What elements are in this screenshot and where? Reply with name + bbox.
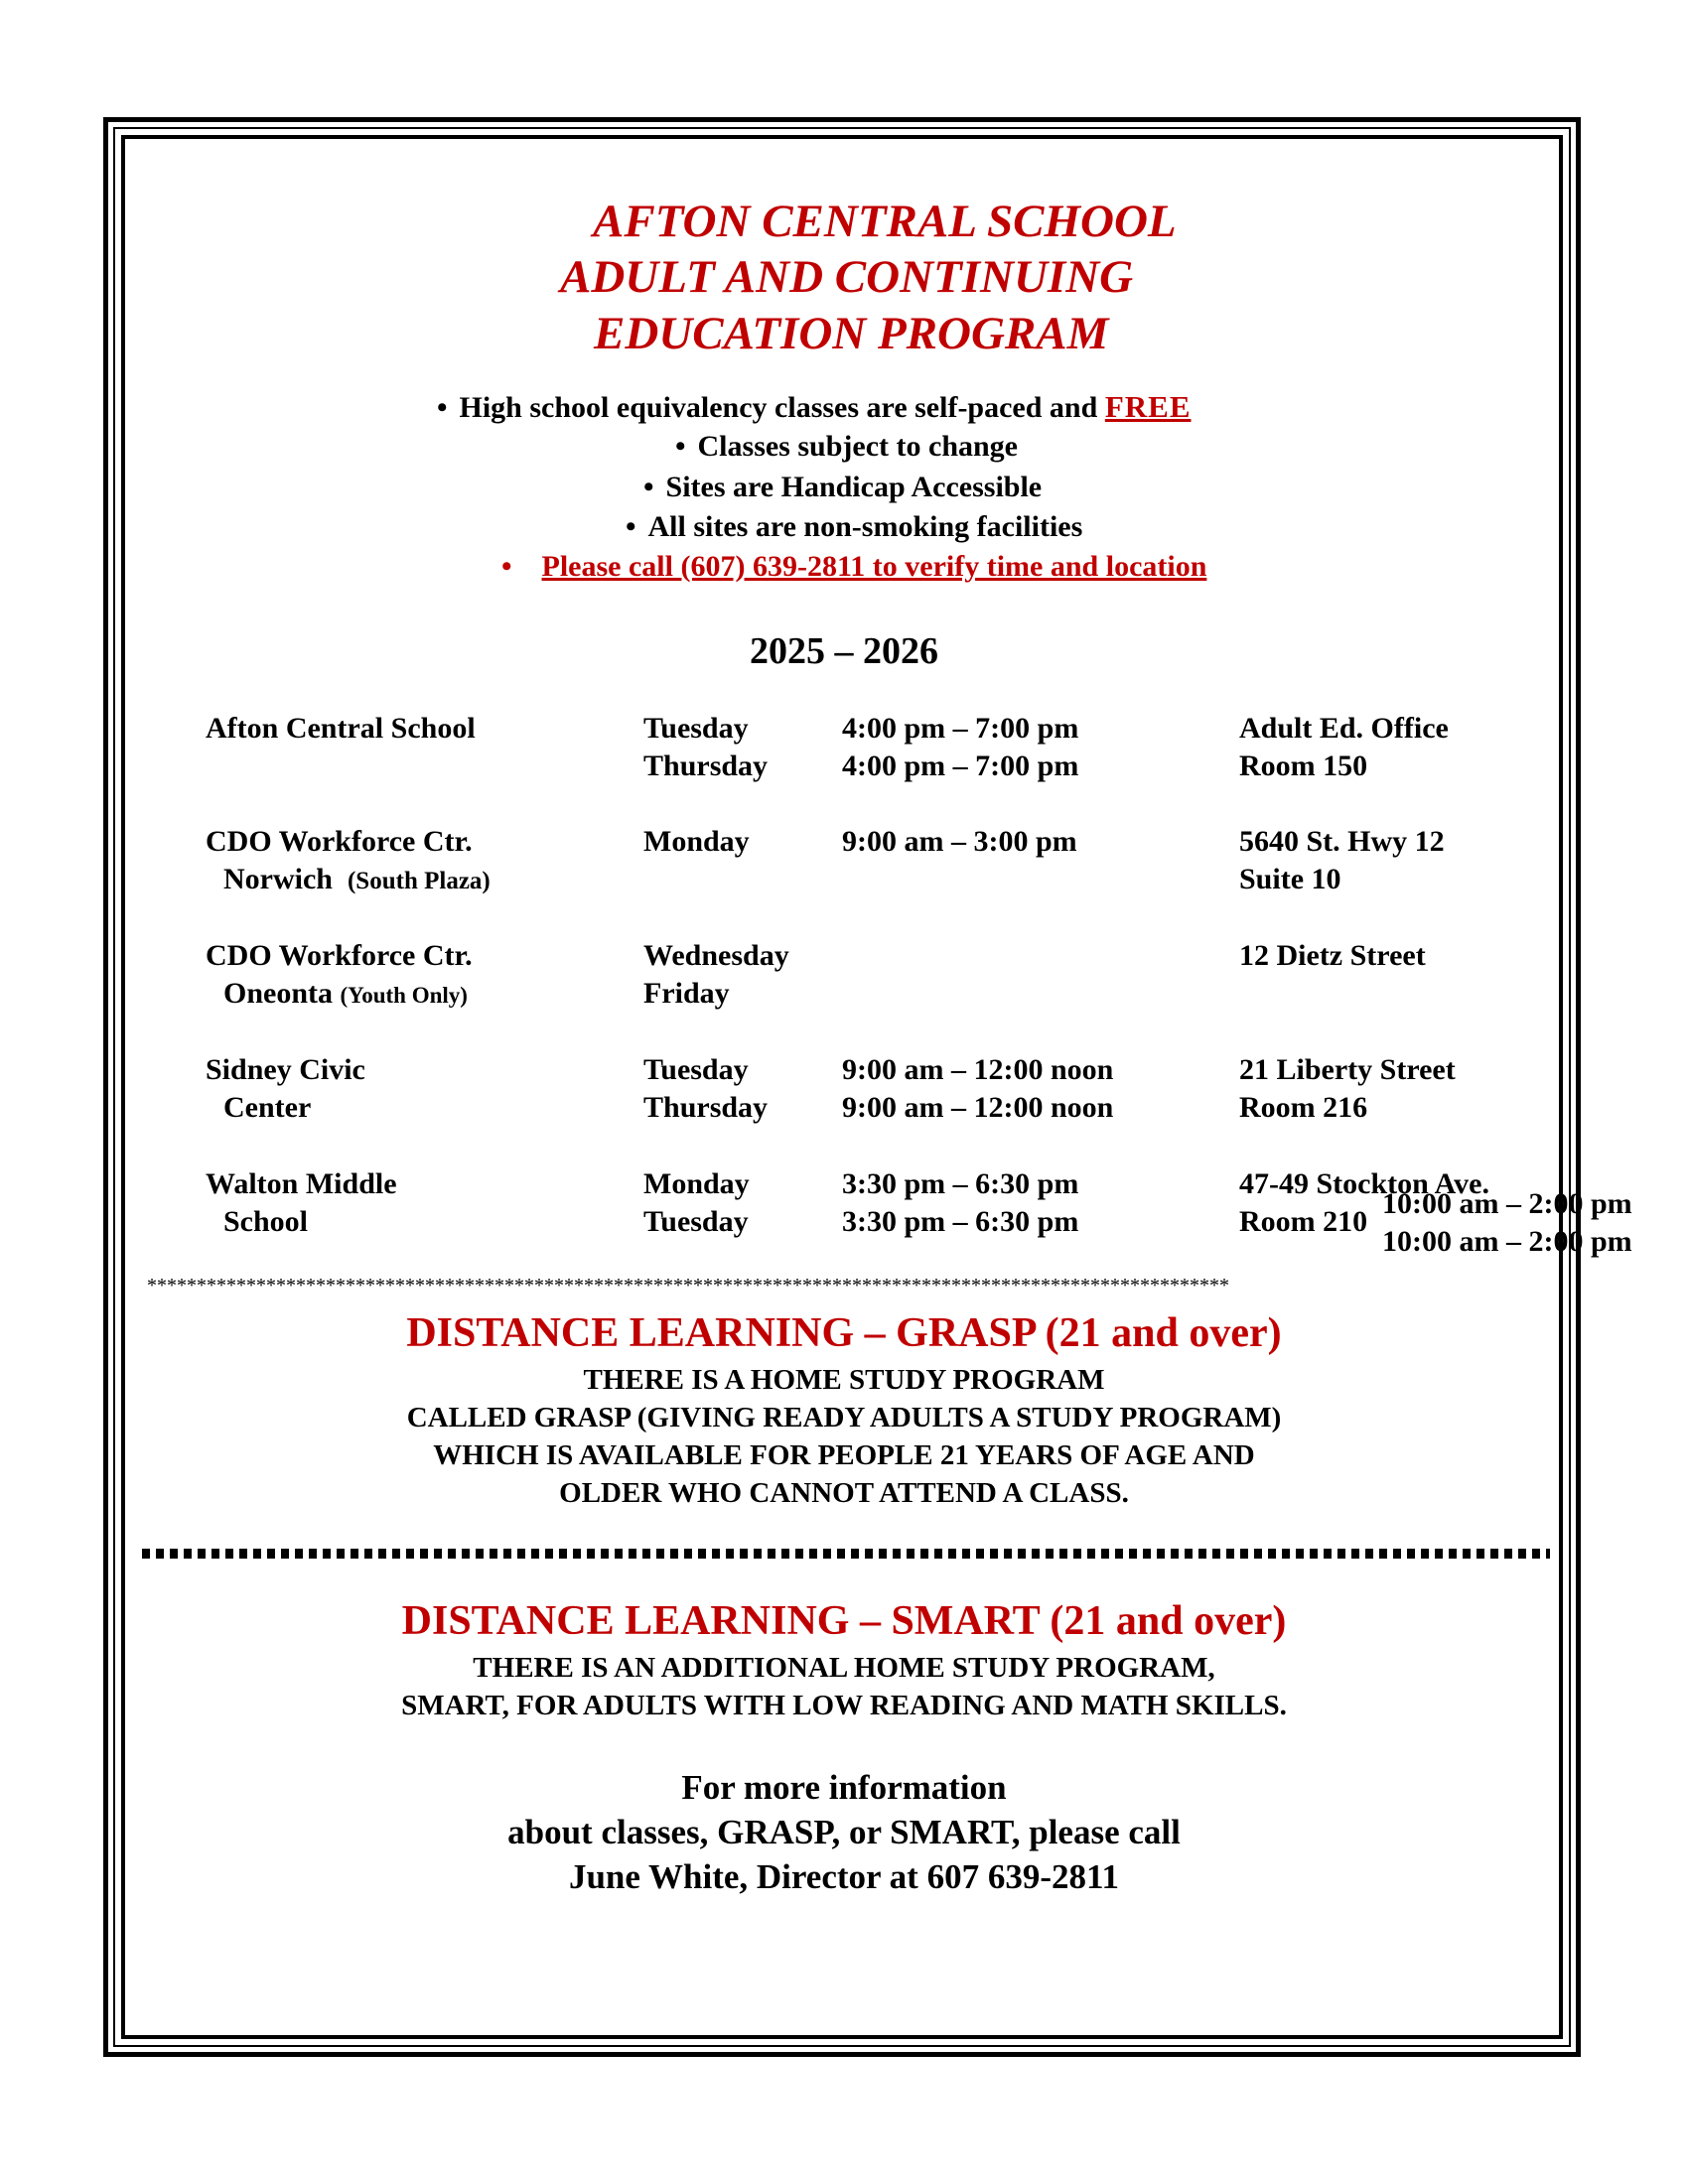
schedule-row: [0, 748, 1688, 787]
class-time: 4:00 pm – 7:00 pm: [842, 750, 1079, 782]
class-time: 3:30 pm – 6:30 pm: [842, 1205, 1079, 1238]
title-line-2: ADULT AND CONTINUING: [560, 251, 1134, 303]
site-location: Room 216: [1239, 1091, 1368, 1124]
site-name: [223, 975, 468, 1015]
class-day: Friday: [643, 977, 730, 1010]
class-time: 9:00 am – 3:00 pm: [842, 825, 1077, 858]
schedule-row: [0, 1165, 1688, 1205]
site-location: Adult Ed. Office: [1239, 712, 1449, 745]
grasp-line: WHICH IS AVAILABLE FOR PEOPLE 21 YEARS OF AGE AND: [433, 1439, 1255, 1471]
title-line-3: EDUCATION PROGRAM: [594, 308, 1109, 359]
site-name: Afton Central School: [206, 712, 476, 745]
bullet-item-non-smoking: [0, 507, 1688, 547]
site-name: Sidney Civic: [206, 1053, 365, 1086]
bullet-text: Sites are Handicap Accessible: [665, 471, 1043, 503]
smart-heading: DISTANCE LEARNING – SMART (21 and over): [401, 1598, 1287, 1644]
site-note: (Youth Only): [340, 983, 468, 1008]
schedule-row: [0, 710, 1688, 750]
school-year: 2025 – 2026: [750, 630, 938, 672]
class-day: Monday: [643, 825, 750, 858]
asterisk-divider: *************************************************************************************************************: [147, 1275, 1229, 1297]
bullet-icon: •: [675, 430, 686, 463]
class-time: 9:00 am – 12:00 noon: [842, 1091, 1114, 1124]
schedule-row: [0, 1051, 1688, 1091]
bullet-text: Classes subject to change: [697, 430, 1019, 463]
bullet-text: All sites are non-smoking facilities: [647, 510, 1083, 543]
site-city: Norwich: [223, 863, 333, 895]
site-name: Walton Middle: [206, 1167, 397, 1200]
class-day: Thursday: [643, 750, 769, 782]
bullet-item-free-classes: [0, 387, 1688, 428]
class-time: 10:00 am – 2:00 pm: [1382, 1187, 1632, 1220]
free-highlight: FREE: [1104, 389, 1192, 424]
bullet-item-subject-to-change: [0, 427, 1688, 467]
smart-description: [0, 1649, 1688, 1724]
site-location: 21 Liberty Street: [1239, 1053, 1456, 1086]
smart-line: THERE IS AN ADDITIONAL HOME STUDY PROGRAM,: [473, 1652, 1215, 1684]
bullet-item-accessible: [0, 468, 1688, 507]
schedule-row: [0, 1089, 1688, 1129]
bullet-icon: •: [437, 391, 448, 424]
site-location: 12 Dietz Street: [1239, 939, 1426, 972]
site-location: 47-49 Stockton Ave.: [1239, 1167, 1489, 1200]
bullet-icon: •: [643, 471, 654, 503]
grasp-line: THERE IS A HOME STUDY PROGRAM: [583, 1364, 1105, 1396]
call-to-verify-text: Please call (607) 639-2811 to verify time and location: [541, 550, 1207, 583]
site-name: School: [223, 1205, 309, 1238]
bullet-item-call-to-verify: [0, 547, 1688, 587]
contact-line: June White, Director at 607 639-2811: [568, 1857, 1120, 1896]
class-day: Tuesday: [643, 1205, 749, 1238]
site-name: Center: [223, 1091, 312, 1124]
class-day: Tuesday: [643, 712, 749, 745]
class-time: 9:00 am – 12:00 noon: [842, 1053, 1114, 1086]
schedule-row: [0, 861, 1688, 900]
grasp-line: OLDER WHO CANNOT ATTEND A CLASS.: [559, 1477, 1129, 1509]
site-note: (South Plaza): [347, 868, 491, 894]
site-location: Room 150: [1239, 750, 1368, 782]
dotted-divider: [142, 1549, 1550, 1559]
class-day: Thursday: [643, 1091, 769, 1124]
grasp-description: [0, 1361, 1688, 1512]
site-location: Room 210: [1239, 1205, 1368, 1238]
site-city: Oneonta: [223, 977, 334, 1010]
site-name: [223, 861, 491, 900]
site-location: 5640 St. Hwy 12: [1239, 825, 1445, 858]
bullet-icon: •: [501, 550, 512, 583]
site-name: CDO Workforce Ctr.: [206, 939, 473, 972]
grasp-line: CALLED GRASP (GIVING READY ADULTS A STUDY PROGRAM): [406, 1402, 1282, 1433]
class-time: 3:30 pm – 6:30 pm: [842, 1167, 1079, 1200]
schedule-row: [0, 1203, 1688, 1243]
title-line-1: AFTON CENTRAL SCHOOL: [593, 196, 1177, 247]
class-day: Wednesday: [643, 939, 789, 972]
grasp-heading: DISTANCE LEARNING – GRASP (21 and over): [406, 1310, 1282, 1356]
site-location: Suite 10: [1239, 863, 1341, 895]
contact-line: about classes, GRASP, or SMART, please call: [507, 1813, 1181, 1851]
site-name: CDO Workforce Ctr.: [206, 825, 473, 858]
class-time: 10:00 am – 2:00 pm: [1382, 1225, 1632, 1258]
class-time: 4:00 pm – 7:00 pm: [842, 712, 1079, 745]
bullet-icon: •: [626, 510, 636, 543]
contact-info: [0, 1765, 1688, 1899]
contact-line: For more information: [681, 1768, 1007, 1807]
schedule-row: [0, 823, 1688, 863]
bullet-text: High school equivalency classes are self-paced and: [459, 391, 1105, 424]
smart-line: SMART, FOR ADULTS WITH LOW READING AND MATH SKILLS.: [401, 1690, 1287, 1721]
class-day: Monday: [643, 1167, 750, 1200]
class-day: Tuesday: [643, 1053, 749, 1086]
